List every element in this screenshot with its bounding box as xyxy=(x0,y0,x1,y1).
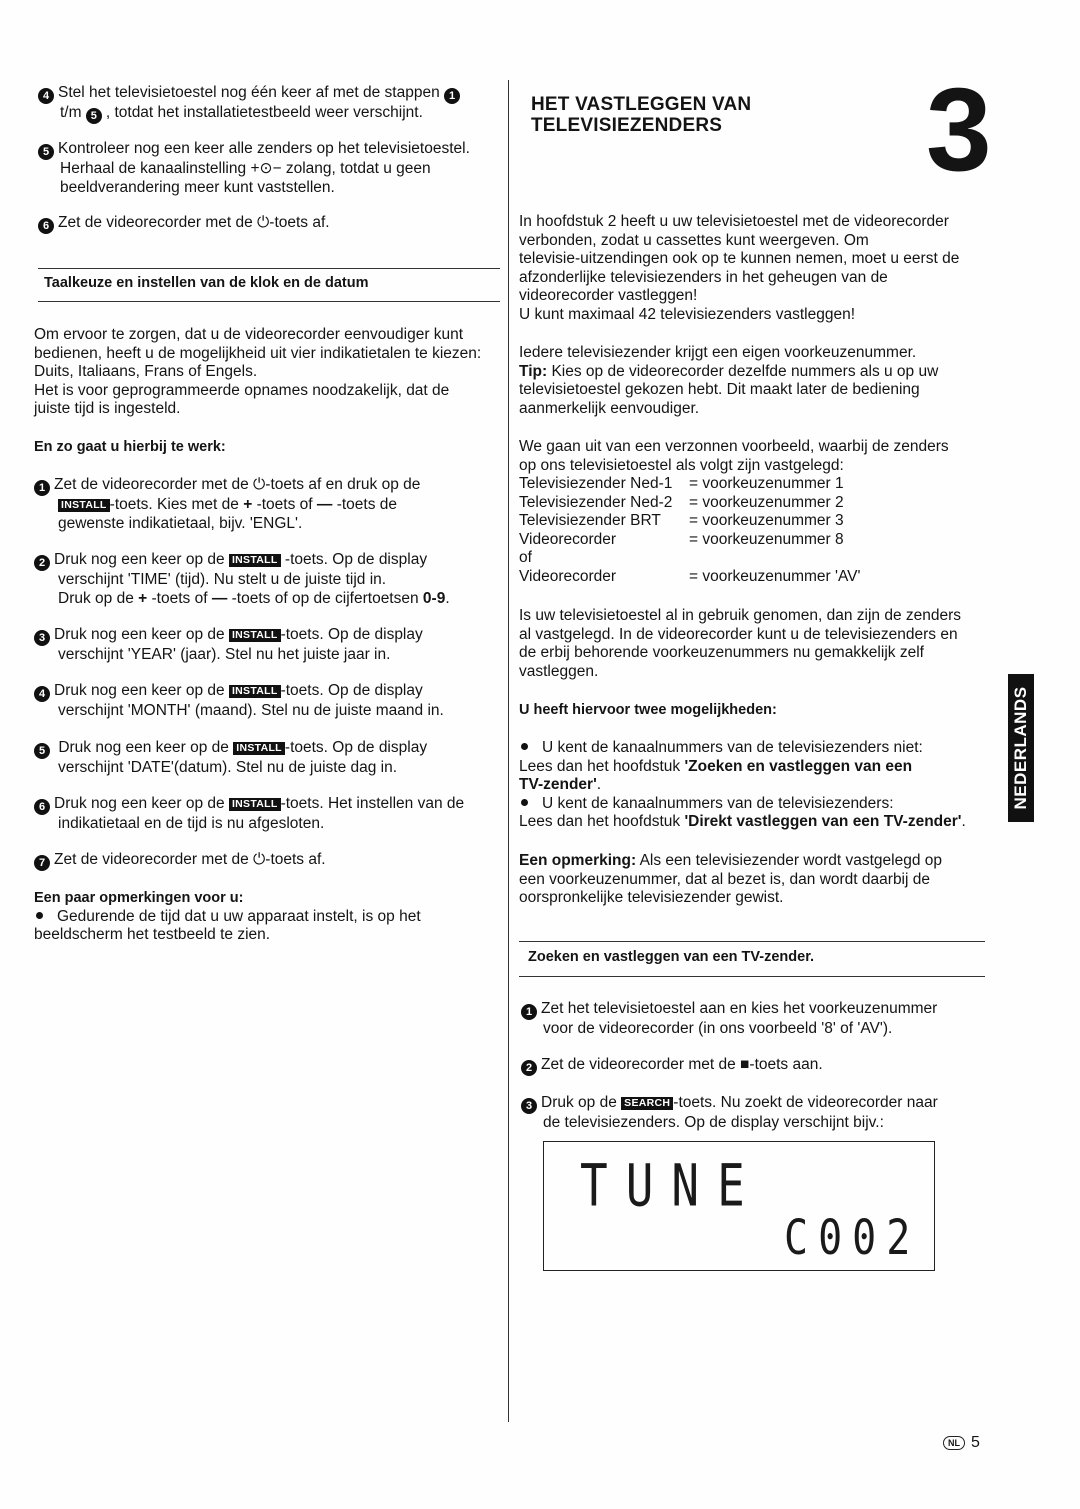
install-key: INSTALL xyxy=(229,685,281,698)
display-line-channel: C002 xyxy=(784,1210,921,1266)
step-6-intro: 6 Zet de videorecorder met de ⏻-toets af. xyxy=(38,214,498,234)
remark-paragraph: Een opmerking: Als een televisiezender wordt vastgelegd op een voorkeuzenummer, dat al bezet is, dan wordt daarbij de oorspronkelijke televisiezender gewist. xyxy=(519,852,943,906)
display-line-tune: TUNE xyxy=(580,1151,763,1219)
search-step-1: 1 Zet het televisietoestel aan en kies het voorkeuzenummer voor de videorecorder (in ons voorbeeld '8' of 'AV'). xyxy=(521,1000,991,1039)
channel-adjust-icon: +⊙− xyxy=(250,160,282,177)
language-badge: NL xyxy=(943,1436,965,1450)
bullet-icon xyxy=(36,912,43,919)
chapter-number: 3 xyxy=(926,64,992,196)
step-number: 3 xyxy=(34,630,50,646)
chapter-heading: HET VASTLEGGEN VAN TELEVISIEZENDERS xyxy=(531,94,752,136)
options-heading: U heeft hiervoor twee mogelijkheden: xyxy=(519,702,777,718)
search-step-2: 2 Zet de videorecorder met de ■-toets aan. xyxy=(521,1056,991,1076)
power-icon: ⏻ xyxy=(253,851,266,868)
step-number: 4 xyxy=(38,88,54,104)
display-example xyxy=(543,1141,935,1271)
step-number: 6 xyxy=(38,218,54,234)
install-key: INSTALL xyxy=(229,798,281,811)
column-divider xyxy=(508,80,509,1422)
step-number: 1 xyxy=(521,1004,537,1020)
step-ref: 5 xyxy=(86,108,102,124)
minus-icon: — xyxy=(211,589,228,607)
power-icon: ⏻ xyxy=(253,476,266,493)
page-footer xyxy=(943,1434,980,1452)
step-number: 3 xyxy=(521,1098,537,1114)
divider xyxy=(519,941,985,942)
remarks-block: Een paar opmerkingen voor u: Gedurende de tijd dat u uw apparaat instelt, is op het beeldscherm het testbeeld te zien. xyxy=(34,889,504,945)
minus-icon: — xyxy=(316,496,333,513)
plus-icon: + xyxy=(138,589,148,607)
step-1: 1 Zet de videorecorder met de ⏻-toets af en druk op de INSTALL -toets. Kies met de + -toets of — -toets de gewenste indikatietaal, bijv. 'ENGL'. xyxy=(34,476,504,533)
language-side-tab: NEDERLANDS xyxy=(1008,674,1034,822)
install-key: INSTALL xyxy=(229,629,281,642)
table-row: Videorecorder = voorkeuzenummer 'AV' xyxy=(519,567,861,585)
table-row: Televisiezender BRT = voorkeuzenummer 3 xyxy=(519,512,844,529)
in-use-paragraph: Is uw televisietoestel al in gebruik genomen, dan zijn de zenders al vastgelegd. In de videorecorder kunt u de televisiezenders en de erbij behorende voorkeuzenummers nu gemakkelijk zelf vastleggen. xyxy=(519,607,962,680)
divider xyxy=(38,268,500,269)
table-row: of xyxy=(519,549,532,566)
step-7: 7 Zet de videorecorder met de ⏻-toets af. xyxy=(34,851,504,871)
howto-heading: En zo gaat u hierbij te werk: xyxy=(34,439,226,455)
intro-paragraph: In hoofdstuk 2 heeft u uw televisietoestel met de videorecorder verbonden, zodat u cassettes kunt weergeven. Om televisie-uitzendingen ook op te kunnen nemen, moet u eerst de afzonderlijke televisiezenders in het geheugen van de videorecorder vastleggen! U kunt maximaal 42 televisiezenders vastleggen! xyxy=(519,213,960,323)
step-number: 6 xyxy=(34,799,50,815)
install-key: INSTALL xyxy=(229,554,281,567)
install-key: INSTALL xyxy=(233,742,285,755)
language-intro-paragraph: Om ervoor te zorgen, dat u de videorecorder eenvoudiger kunt bedienen, heeft u de mogelijkheid uit vier indikatietalen te kiezen: Duits, Italiaans, Frans of Engels. Het is voor geprogrammeerde opnames noodzakelijk, dat de juiste tijd is ingesteld. xyxy=(34,326,482,417)
step-number: 4 xyxy=(34,686,50,702)
options-list: U kent de kanaalnummers van de televisiezenders niet: Lees dan het hoofdstuk 'Zoeken en vastleggen van een TV-zender'. U kent de kanaalnummers van de televisiezenders: Lees dan het hoofdstuk 'Direkt vastleggen van een TV-zender'. xyxy=(519,739,966,830)
step-number: 1 xyxy=(34,480,50,496)
step-5-intro: 5 Kontroleer nog een keer alle zenders op het televisietoestel. Herhaal de kanaalinstelling +⊙− zolang, totdat u geen beeldverandering meer kunt vaststellen. xyxy=(38,140,508,197)
table-row: Televisiezender Ned-2 = voorkeuzenummer 2 xyxy=(519,493,844,511)
step-number: 2 xyxy=(521,1060,537,1076)
step-2: 2 Druk nog een keer op de INSTALL -toets. Op de display verschijnt 'TIME' (tijd). Nu stelt u de juiste tijd in. Druk op de + -toets of — -toets of op de cijfertoetsen 0-9. xyxy=(34,551,504,608)
step-4: 4 Druk nog een keer op de INSTALL -toets. Op de display verschijnt 'MONTH' (maand). Stel nu de juiste maand in. xyxy=(34,682,504,721)
plus-icon: + xyxy=(243,496,253,513)
section-title-language-clock: Taalkeuze en instellen van de klok en de datum xyxy=(44,275,369,291)
step-number: 5 xyxy=(34,743,50,759)
example-paragraph: We gaan uit van een verzonnen voorbeeld, waarbij de zenders op ons televisietoestel als volgt zijn vastgelegd: xyxy=(519,438,949,474)
step-number: 5 xyxy=(38,144,54,160)
remarks-heading: Een paar opmerkingen voor u: xyxy=(34,890,244,906)
step-5: 5 Druk nog een keer op de INSTALL -toets. Op de display verschijnt 'DATE'(datum). Stel nu de juiste dag in. xyxy=(34,739,504,778)
divider xyxy=(519,976,985,977)
step-4-intro: 4 Stel het televisietoestel nog één keer af met de stappen 1 t/m 5 , totdat het installatietestbeeld weer verschijnt. xyxy=(38,84,498,124)
tip-paragraph: Iedere televisiezender krijgt een eigen voorkeuzenummer. Tip: Kies op de videorecorder dezelfde nummers als u op uw televisietoestel gekozen hebt. Dit maakt later de bediening aanmerkelijk eenvoudiger. xyxy=(519,344,939,417)
power-icon: ⏻ xyxy=(257,214,270,231)
step-6: 6 Druk nog een keer op de INSTALL -toets. Het instellen van de indikatietaal en de tijd is nu afgesloten. xyxy=(34,795,509,834)
example-table xyxy=(519,475,989,586)
bullet-icon xyxy=(521,743,528,750)
step-number: 7 xyxy=(34,855,50,871)
step-number: 2 xyxy=(34,555,50,571)
table-row: Videorecorder = voorkeuzenummer 8 xyxy=(519,530,844,548)
install-key: INSTALL xyxy=(58,499,110,512)
section-title-search: Zoeken en vastleggen van een TV-zender. xyxy=(528,949,815,965)
search-step-3: 3 Druk op de SEARCH -toets. Nu zoekt de videorecorder naar de televisiezenders. Op de display verschijnt bijv.: xyxy=(521,1094,991,1133)
stop-icon: ■ xyxy=(740,1056,750,1073)
search-key: SEARCH xyxy=(621,1097,673,1110)
table-row: Televisiezender Ned-1 = voorkeuzenummer 1 xyxy=(519,475,844,492)
step-3: 3 Druk nog een keer op de INSTALL -toets. Op de display verschijnt 'YEAR' (jaar). Stel nu het juiste jaar in. xyxy=(34,626,504,665)
page-number: 5 xyxy=(971,1434,980,1451)
bullet-icon xyxy=(521,799,528,806)
step-ref: 1 xyxy=(444,88,460,104)
divider xyxy=(38,301,500,302)
